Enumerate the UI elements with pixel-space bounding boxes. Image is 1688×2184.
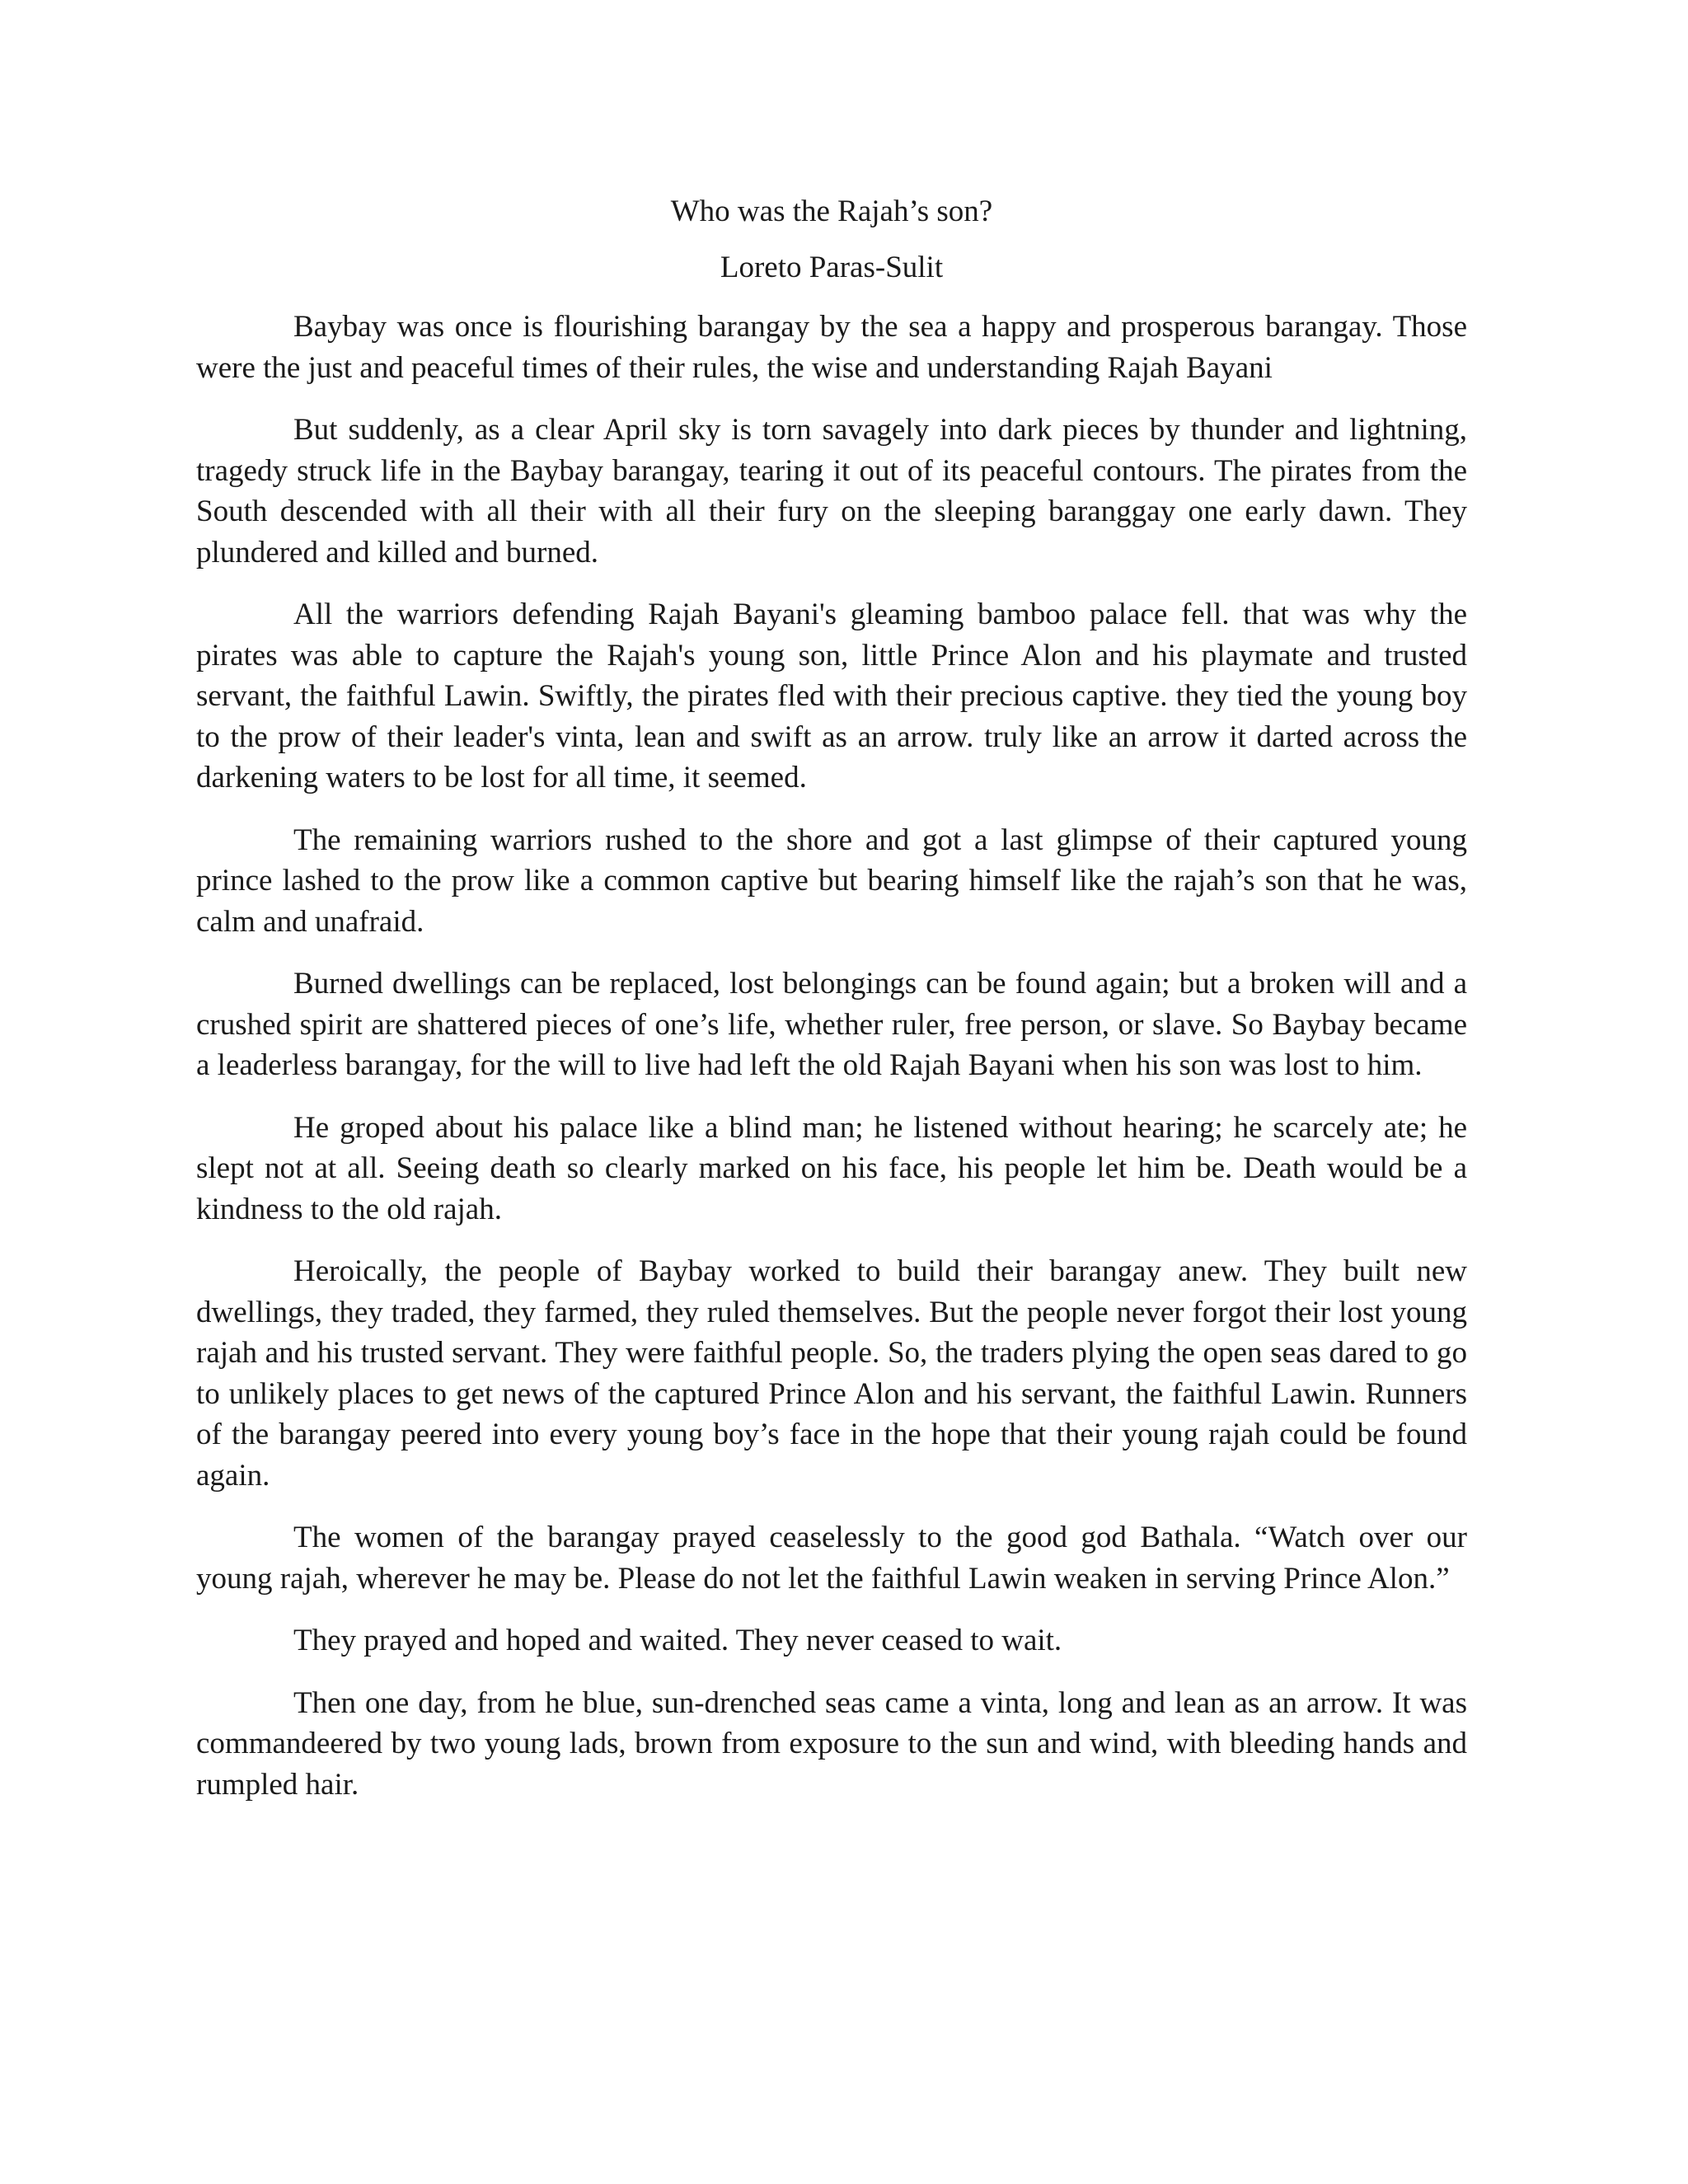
paragraph: They prayed and hoped and waited. They never ceased to wait. — [293, 1624, 1062, 1657]
paragraph: Baybay was once is flourishing barangay by the sea a happy and prosperous barangay. Those were the just and peaceful times of their rules, the wise and understanding Rajah Bayani — [196, 310, 1467, 385]
paragraph: The remaining warriors rushed to the shore and got a last glimpse of their captured young prince lashed to the prow like a common captive but bearing himself like the rajah’s son that he was, calm and unafraid. — [196, 823, 1467, 939]
paragraph: Then one day, from he blue, sun-drenched seas came a vinta, long and lean as an arrow. It was commandeered by two young lads, brown from exposure to the sun and wind, with bleeding hands and rumpled hair. — [196, 1685, 1467, 1802]
paragraph: Heroically, the people of Baybay worked to build their barangay anew. They built new dwellings, they traded, they farmed, they ruled themselves. But the people never forgot their lost young rajah and his trusted servant. They were faithful people. So, the traders plying the open seas dared to go to unlikely places to get news of the captured Prince Alon and his servant, the faithful Lawin. Runners of the barangay peered into every young boy’s face in the hope that their young rajah could be found again. — [196, 1254, 1467, 1493]
story-title: Who was the Rajah’s son? — [670, 194, 993, 228]
document-body — [196, 191, 1467, 1826]
paragraph: He groped about his palace like a blind man; he listened without hearing; he scarcely ate; he slept not at all. Seeing death so clearly marked on his face, his people let him be. Death would be a kindness to the old rajah. — [196, 1110, 1467, 1226]
paragraph: The women of the barangay prayed ceaselessly to the good god Bathala. “Watch over our young rajah, wherever he may be. Please do not let the faithful Lawin weaken in serving Prince Alon.” — [196, 1521, 1467, 1596]
paragraph: All the warriors defending Rajah Bayani's gleaming bamboo palace fell. that was why the pirates was able to capture the Rajah's young son, little Prince Alon and his playmate and trusted servant, the faithful Lawin. Swiftly, the pirates fled with their precious captive. they tied the young boy to the prow of their leader's vinta, lean and swift as an arrow. truly like an arrow it darted across the darkening waters to be lost for all time, it seemed. — [196, 598, 1467, 794]
story-author: Loreto Paras-Sulit — [720, 251, 944, 284]
paragraph: But suddenly, as a clear April sky is torn savagely into dark pieces by thunder and lightning, tragedy struck life in the Baybay barangay, tearing it out of its peaceful contours. The pirates from the South descended with all their with all their fury on the sleeping baranggay one early dawn. They plundered and killed and burned. — [196, 413, 1467, 569]
paragraph: Burned dwellings can be replaced, lost belongings can be found again; but a broken will and a crushed spirit are shattered pieces of one’s life, whether ruler, free person, or slave. So Baybay became a leaderless barangay, for the will to live had left the old Rajah Bayani when his son was lost to him. — [196, 967, 1467, 1082]
